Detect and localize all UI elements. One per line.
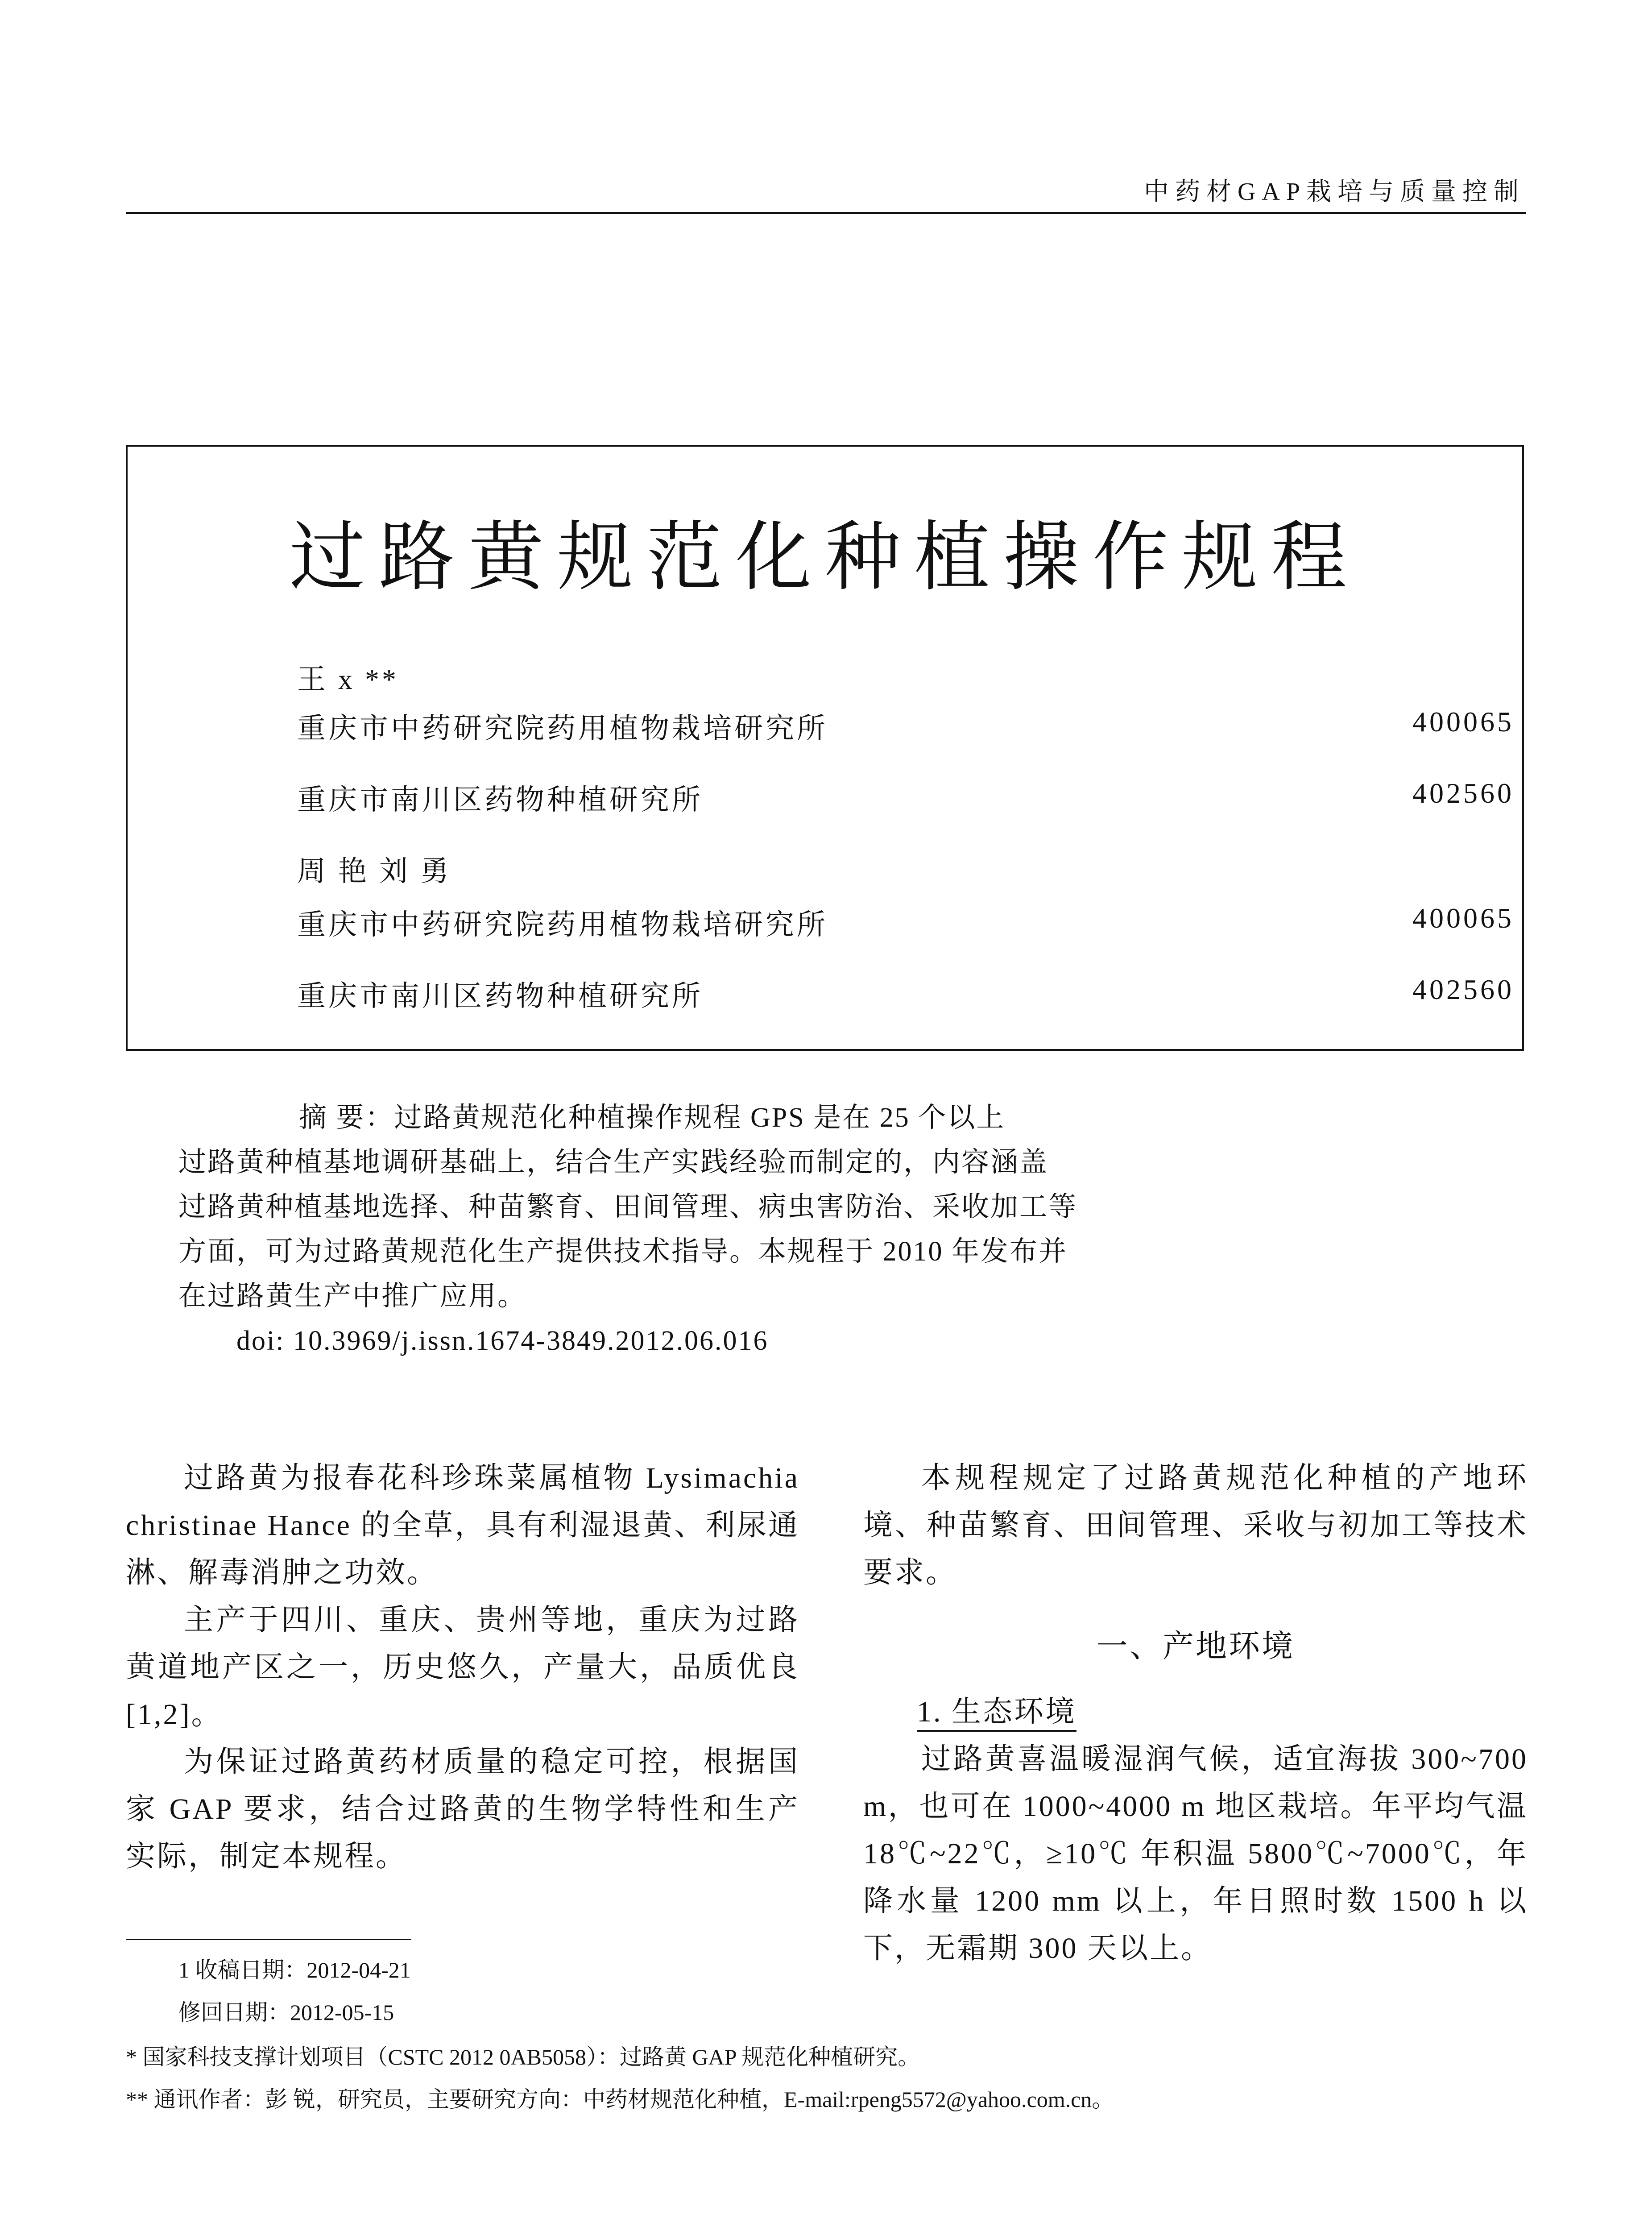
subsection-heading-text: 1. 生态环境 bbox=[917, 1696, 1076, 1732]
abstract bbox=[178, 1095, 1499, 1363]
affiliation-1 bbox=[297, 705, 1514, 746]
postcode-1: 400065 bbox=[1412, 706, 1514, 738]
corresponding-author: ** 通讯作者：彭 锐，研究员，主要研究方向：中药材规范化种植，E-mail:rpeng5572@yahoo.com.cn。 bbox=[126, 2087, 1114, 2112]
header-rule bbox=[126, 212, 1526, 214]
body-paragraph: 主产于四川、重庆、贵州等地，重庆为过路黄道地产区之一，历史悠久，产量大，品质优良 [1,2]。 bbox=[126, 1604, 799, 1731]
section-heading: 一、产地环境 bbox=[1097, 1630, 1295, 1664]
abstract-line: 在过路黄生产中推广应用。 bbox=[178, 1281, 527, 1311]
subsection-heading bbox=[863, 1688, 1528, 1736]
revised-date: 修回日期：2012-05-15 bbox=[178, 2000, 394, 2025]
affiliation-3-text: 重庆市中药研究院药用植物栽培研究所 bbox=[297, 909, 828, 941]
postcode-2: 402560 bbox=[1412, 777, 1514, 809]
postcode-3: 400065 bbox=[1412, 902, 1514, 934]
authors-1: 王 x ** bbox=[297, 663, 399, 695]
postcode-4: 402560 bbox=[1412, 974, 1514, 1005]
fund-note: * 国家科技支撑计划项目（CSTC 2012 0AB5058）：过路黄 GAP 规范化种植研究。 bbox=[126, 2044, 920, 2069]
body-paragraph: 本规程规定了过路黄规范化种植的产地环境、种苗繁育、田间管理、采收与初加工等技术要求。 bbox=[863, 1462, 1528, 1589]
right-column bbox=[863, 1455, 1528, 1972]
doi: doi: 10.3969/j.issn.1674-3849.2012.06.016 bbox=[236, 1326, 769, 1356]
affiliation-4-text: 重庆市南川区药物种植研究所 bbox=[297, 980, 703, 1012]
title-box bbox=[126, 445, 1524, 1051]
footnote-rule bbox=[126, 1939, 411, 1940]
authors-2: 周 艳 刘 勇 bbox=[297, 855, 451, 887]
affiliation-3 bbox=[297, 902, 1514, 943]
paper-title: 过路黄规范化种植操作规程 bbox=[289, 516, 1360, 600]
affiliation-2-text: 重庆市南川区药物种植研究所 bbox=[297, 784, 703, 816]
affiliation-2 bbox=[297, 777, 1514, 818]
left-column bbox=[126, 1455, 799, 1880]
abstract-line: 过路黄种植基地选择、种苗繁育、田间管理、病虫害防治、采收加工等 bbox=[178, 1192, 1078, 1222]
body-paragraph: 为保证过路黄药材质量的稳定可控，根据国家 GAP 要求，结合过路黄的生物学特性和生产实际，制定本规程。 bbox=[126, 1746, 799, 1873]
received-date: 1 收稿日期：2012-04-21 bbox=[178, 1957, 411, 1982]
abstract-line: 摘 要：过路黄规范化种植操作规程 GPS 是在 25 个以上 bbox=[299, 1103, 1006, 1133]
abstract-line: 方面，可为过路黄规范化生产提供技术指导。本规程于 2010 年发布并 bbox=[178, 1236, 1068, 1267]
affiliation-1-text: 重庆市中药研究院药用植物栽培研究所 bbox=[297, 713, 828, 744]
affiliation-4 bbox=[297, 973, 1514, 1014]
abstract-line: 过路黄种植基地调研基础上，结合生产实践经验而制定的，内容涵盖 bbox=[178, 1147, 1049, 1178]
body-paragraph: 过路黄喜温暖湿润气候，适宜海拔 300~700 m，也可在 1000~4000 m 地区栽培。年平均气温 18℃~22℃，≥10℃ 年积温 5800℃~7000℃，年降水量 1200 mm 以上，年日照时数 1500 h 以下，无霜期 300 天以上。 bbox=[863, 1743, 1528, 1965]
running-head: 中药材GAP栽培与质量控制 bbox=[1143, 178, 1525, 206]
body-paragraph: 过路黄为报春花科珍珠菜属植物 Lysimachia christinae Hance 的全草，具有利湿退黄、利尿通淋、解毒消肿之功效。 bbox=[126, 1462, 799, 1589]
